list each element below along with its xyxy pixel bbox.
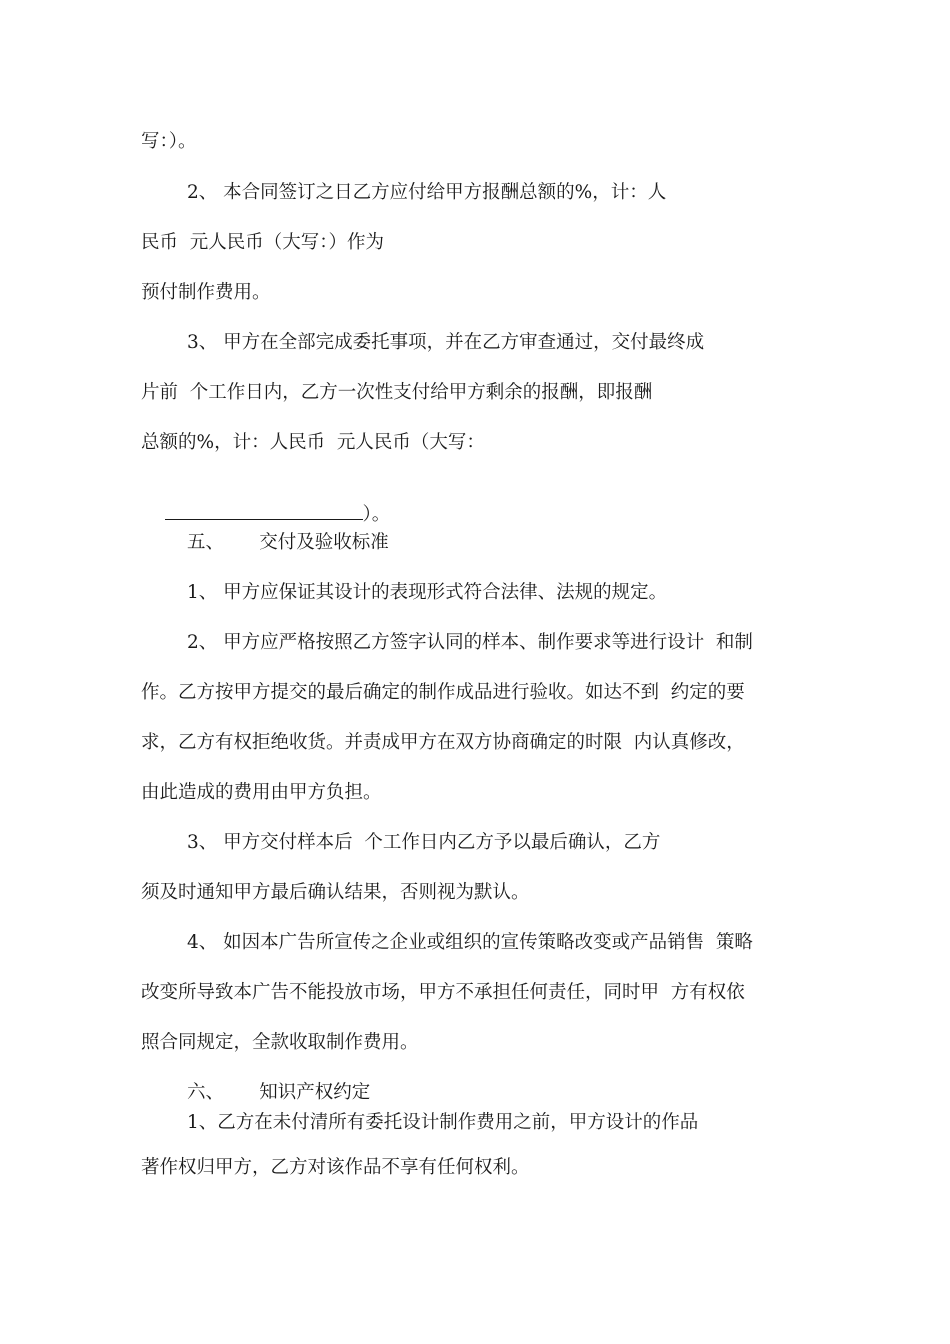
clause-5-2-line-1: 2、 本合同签订之日乙方应付给甲方报酬总额的%，计：人 [187,182,667,203]
text-line: 著作权归甲方，乙方对该作品不享有任何权利。 [141,1157,530,1178]
text-line: 预付制作费用。 [141,282,271,303]
clause-5-1: 1、 甲方应保证其设计的表现形式符合法律、法规的规定。 [187,582,668,603]
text-line: 片前 个工作日内，乙方一次性支付给甲方剩余的报酬，即报酬 [141,382,653,403]
text-line: 写：）。 [141,131,197,152]
text-line: 改变所导致本广告不能投放市场，甲方不承担任何责任，同时甲 方有权依 [141,982,745,1003]
text-line: 总额的%，计：人民币 元人民币（大写： [141,432,485,453]
clause-5-2-line-1: 2、 甲方应严格按照乙方签字认同的样本、制作要求等进行设计 和制 [187,632,753,653]
clause-5-3-line-1: 3、 甲方交付样本后 个工作日内乙方予以最后确认，乙方 [187,832,661,853]
text-line: 求，乙方有权拒绝收货。并责成甲方在双方协商确定的时限 内认真修改， [141,732,745,753]
text-line: 由此造成的费用由甲方负担。 [141,782,382,803]
blank-underline [165,503,363,520]
text-line: 民币 元人民币（大写：）作为 [141,232,385,253]
text-line: 作。乙方按甲方提交的最后确定的制作成品进行验收。如达不到 约定的要 [141,682,745,703]
clause-3-line-1: 3、 甲方在全部完成委托事项，并在乙方审查通过，交付最终成 [187,332,705,353]
clause-6-1-line-1: 1、乙方在未付清所有委托设计制作费用之前，甲方设计的作品 [187,1112,699,1133]
section-heading-5: 五、 交付及验收标准 [187,532,389,553]
text-line: ）。 [362,503,391,525]
section-heading-6: 六、 知识产权约定 [187,1082,371,1103]
text-line: 照合同规定，全款收取制作费用。 [141,1032,419,1053]
text-line: 须及时通知甲方最后确认结果，否则视为默认。 [141,882,530,903]
clause-5-4-line-1: 4、 如因本广告所宣传之企业或组织的宣传策略改变或产品销售 策略 [187,932,753,953]
